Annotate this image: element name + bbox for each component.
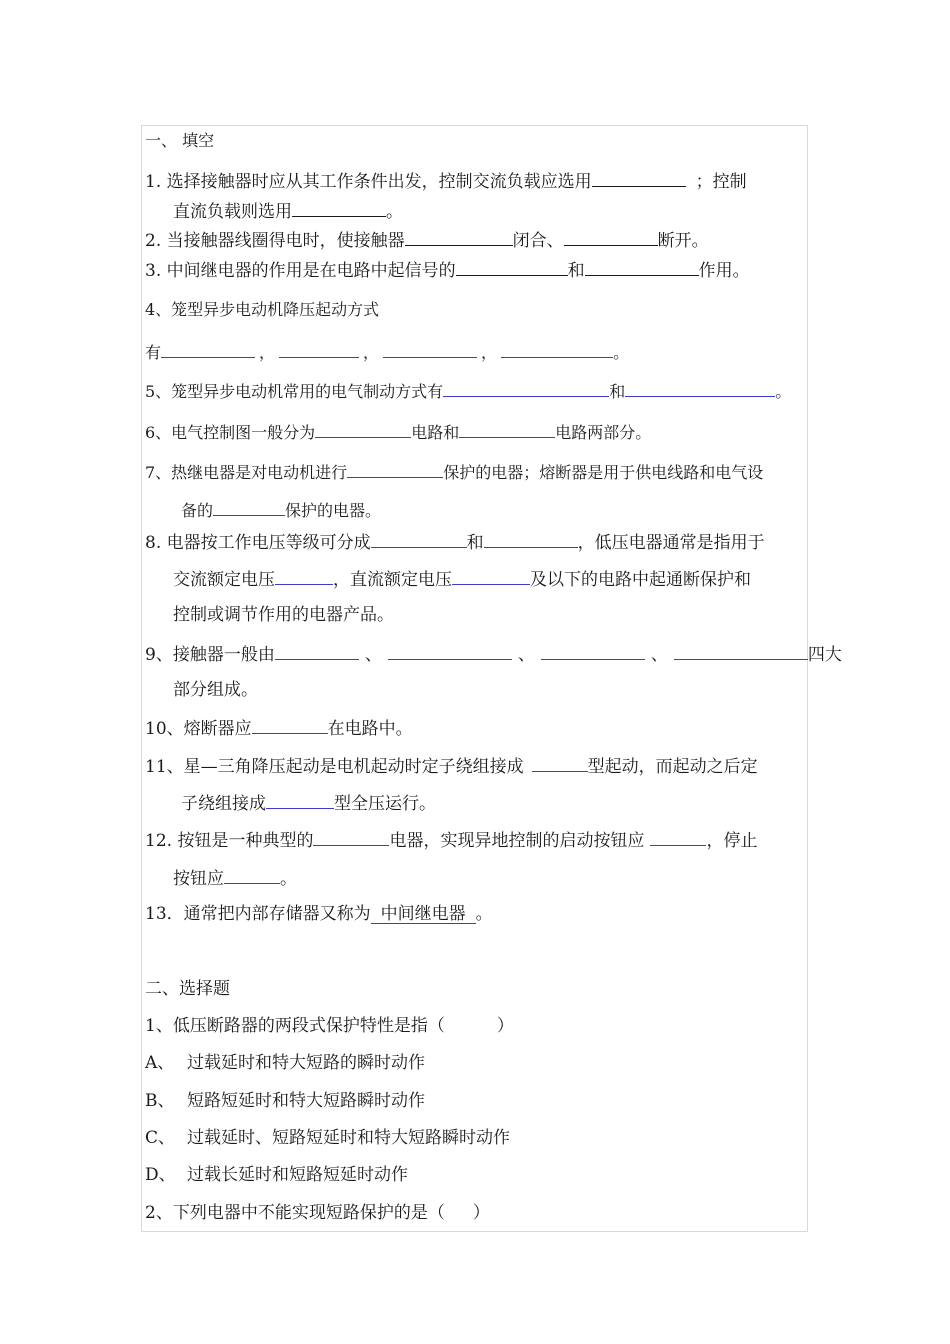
question-8-line-3: 控制或调节作用的电器产品。: [173, 605, 394, 625]
question-1-line-2: 直流负载则选用 。: [173, 202, 403, 222]
answer-blank[interactable]: [459, 421, 555, 438]
answer-blank[interactable]: [292, 200, 386, 217]
question-12-line-1: 12. 按钮是一种典型的 电器，实现异地控制的启动按钮应 ，停止: [145, 831, 758, 851]
answer-blank[interactable]: [532, 755, 588, 772]
mc-option-b[interactable]: B、 短路短延时和特大短路瞬时动作: [145, 1091, 425, 1111]
answer-blank[interactable]: [266, 792, 334, 809]
question-5: 5、笼型异步电动机常用的电气制动方式有 和 。: [145, 382, 792, 401]
question-8-line-1: 8. 电器按工作电压等级可分成 和 ，低压电器通常是指用于: [145, 533, 765, 553]
answer-blank[interactable]: [443, 380, 609, 397]
answer-blank[interactable]: [452, 568, 530, 585]
answer-blank[interactable]: [371, 531, 467, 548]
answer-blank[interactable]: [213, 499, 285, 516]
answer-blank[interactable]: [313, 829, 389, 846]
question-7-line-1: 7、热继电器是对电动机进行 保护的电器；熔断器是用于供电线路和电气设: [145, 463, 764, 482]
answer-blank[interactable]: [347, 461, 443, 478]
answer-blank[interactable]: [315, 421, 411, 438]
question-4-line-1: 4、笼型异步电动机降压起动方式: [145, 300, 380, 319]
question-13: 13．通常把内部存储器又称为 中间继电器 。: [145, 904, 493, 924]
question-9-line-2: 部分组成。: [173, 680, 258, 700]
answer-blank[interactable]: [383, 341, 477, 358]
answer-blank[interactable]: [252, 717, 328, 734]
question-2: 2. 当接触器线圈得电时，使接触器 闭合、 断开。: [145, 231, 709, 251]
question-12-line-2: 按钮应 。: [173, 869, 297, 889]
question-8-line-2: 交流额定电压 ，直流额定电压 及以下的电路中起通断保护和: [173, 570, 751, 590]
question-11-line-1: 11、星—三角降压起动是电机起动时定子绕组接成 型起动，而起动之后定: [145, 757, 758, 777]
answer-blank[interactable]: [456, 259, 568, 276]
answer-blank[interactable]: [279, 341, 359, 358]
answer-blank[interactable]: [405, 229, 513, 246]
answer-filled[interactable]: 中间继电器: [371, 905, 476, 924]
mc-question-2: 2、下列电器中不能实现短路保护的是（ ）: [145, 1203, 490, 1223]
answer-blank[interactable]: [275, 643, 359, 660]
mc-option-d[interactable]: D、 过载长延时和短路短延时动作: [145, 1165, 408, 1185]
question-6: 6、电气控制图一般分为 电路和 电路两部分。: [145, 423, 652, 442]
answer-blank[interactable]: [625, 380, 775, 397]
answer-blank[interactable]: [674, 643, 808, 660]
answer-blank[interactable]: [161, 341, 255, 358]
question-4-line-2: 有 ， ， ， 。: [145, 343, 630, 362]
question-1-line-1: 1. 选择接触器时应从其工作条件出发，控制交流负载应选用 ；控制: [145, 172, 747, 192]
answer-blank[interactable]: [592, 170, 686, 187]
section-title-multiple-choice: 二、选择题: [145, 979, 230, 999]
answer-blank[interactable]: [388, 643, 512, 660]
question-9-line-1: 9、接触器一般由 、 、 、 四大: [145, 645, 842, 665]
answer-blank[interactable]: [224, 867, 280, 884]
question-11-line-2: 子绕组接成 型全压运行。: [181, 794, 436, 814]
answer-blank[interactable]: [541, 643, 645, 660]
question-7-line-2: 备的 保护的电器。: [181, 501, 382, 520]
answer-blank[interactable]: [484, 531, 578, 548]
answer-blank[interactable]: [650, 829, 706, 846]
mc-option-a[interactable]: A、 过载延时和特大短路的瞬时动作: [145, 1053, 425, 1073]
question-10: 10、熔断器应 在电路中。: [145, 719, 413, 739]
question-3: 3. 中间继电器的作用是在电路中起信号的 和 作用。: [145, 261, 750, 281]
mc-question-1: 1、低压断路器的两段式保护特性是指（ ）: [145, 1016, 514, 1036]
answer-blank[interactable]: [585, 259, 699, 276]
section-title-fill-blank: 一、 填空: [145, 131, 215, 150]
answer-blank[interactable]: [275, 568, 333, 585]
answer-blank[interactable]: [564, 229, 658, 246]
answer-blank[interactable]: [501, 341, 613, 358]
mc-option-c[interactable]: C、 过载延时、短路短延时和特大短路瞬时动作: [145, 1128, 510, 1148]
